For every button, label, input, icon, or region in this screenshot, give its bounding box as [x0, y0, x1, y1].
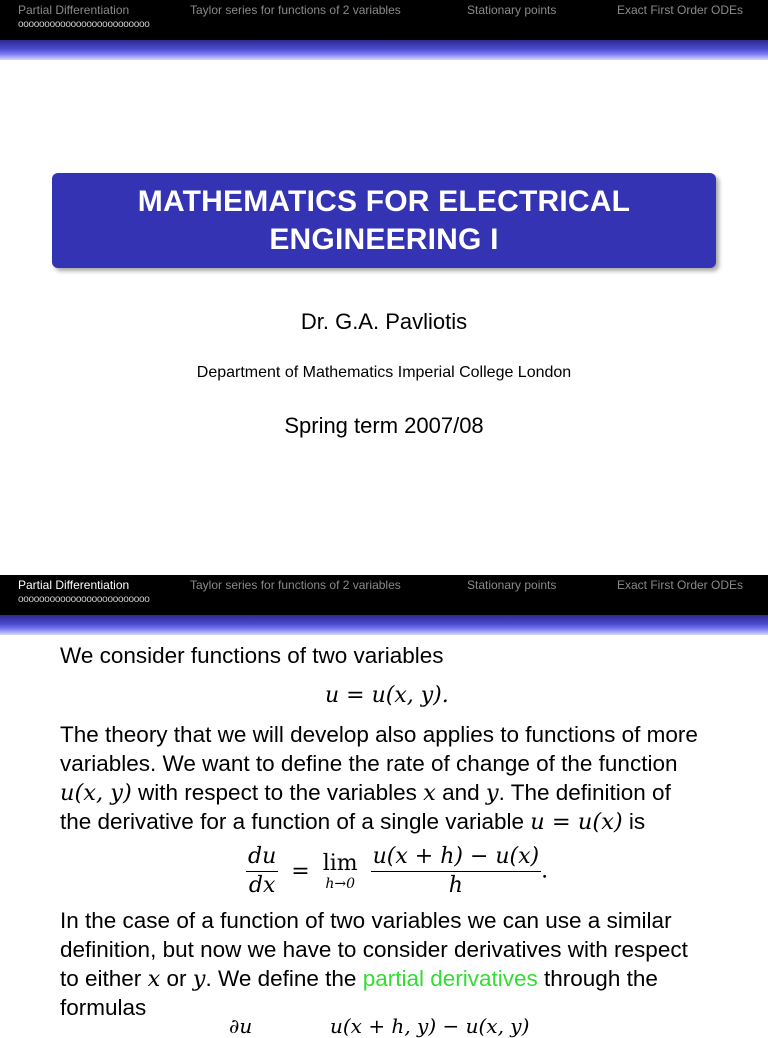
denominator: h: [448, 873, 463, 898]
text-line: [60, 966, 658, 992]
text-line: [60, 780, 671, 806]
text-line: definition, but now we have to consider derivatives with respect: [60, 937, 688, 962]
title-box: [52, 173, 716, 268]
nav-section-stationary-points[interactable]: Stationary points: [467, 578, 557, 592]
nav-section-exact-odes[interactable]: Exact First Order ODEs: [617, 3, 744, 17]
nav-section-partial-differentiation[interactable]: Partial Differentiation: [18, 3, 130, 17]
text-line: variables. We want to define the rate of change of the function: [60, 751, 678, 776]
navigation-bar: [0, 0, 768, 40]
fraction-du-dx: [246, 843, 278, 900]
author: Dr. G.A. Pavliotis: [300, 309, 468, 334]
nav-section-exact-odes[interactable]: Exact First Order ODEs: [617, 578, 744, 592]
nav-section-taylor-series[interactable]: Taylor series for functions of 2 variables: [190, 578, 401, 592]
equals-sign: =: [291, 858, 310, 884]
nav-section-taylor-series[interactable]: Taylor series for functions of 2 variables: [190, 3, 401, 17]
derivative-definition-equation: [246, 843, 548, 900]
limit-operator: [323, 852, 358, 892]
numerator: u(x + h) − u(x): [371, 843, 542, 872]
difference-quotient: [371, 843, 542, 900]
text-fragment: through the: [537, 966, 658, 991]
numerator: du: [246, 843, 278, 872]
math-x: x: [147, 966, 161, 992]
text-line: In the case of a function of two variables we can use a similar: [60, 908, 672, 933]
text-line: The theory that we will develop also applies to functions of more: [60, 722, 698, 747]
slide-progress-dots[interactable]: ooooooooooooooooooooooooo: [18, 19, 150, 30]
text-fragment: to either: [60, 966, 148, 991]
math-x: x: [423, 780, 436, 806]
presentation-title-line-2: ENGINEERING I: [269, 222, 499, 256]
text-fragment: . We define the: [205, 966, 363, 991]
math-y: y: [485, 780, 499, 806]
lim-text: lim: [322, 850, 358, 876]
navigation-bar: [0, 575, 768, 615]
math-y: y: [192, 966, 206, 992]
content-slide: [0, 575, 768, 1038]
lim-subscript: h→0: [325, 875, 355, 892]
slide-progress-dots[interactable]: ooooooooooooooooooooooooo: [18, 594, 150, 605]
partial-derivative-equation-cut: ∂u: [229, 1014, 253, 1038]
text-fragment: the derivative for a function of a single variable: [60, 809, 531, 834]
date: Spring term 2007/08: [284, 413, 484, 438]
denominator: dx: [248, 873, 276, 898]
nav-section-stationary-points[interactable]: Stationary points: [467, 3, 557, 17]
text-fragment: is: [622, 809, 646, 834]
institution: Department of Mathematics Imperial College London: [196, 364, 572, 381]
text-line: [60, 809, 645, 835]
period: .: [541, 858, 549, 884]
text-fragment: with respect to the variables: [131, 780, 424, 805]
nav-section-partial-differentiation[interactable]: Partial Differentiation: [18, 578, 130, 592]
text-line: We consider functions of two variables: [60, 643, 444, 668]
math-u-x: u = u(x): [530, 809, 623, 835]
text-line: formulas: [60, 995, 147, 1020]
text-fragment: and: [435, 780, 486, 805]
math-u-xy: u(x, y): [60, 780, 132, 806]
equation-u-of-xy: u = u(x, y).: [325, 683, 449, 708]
text-fragment: . The definition of: [498, 780, 671, 805]
header-gradient-band: [0, 615, 768, 635]
header-gradient-band: [0, 40, 768, 60]
partial-derivative-numerator-cut: u(x + h, y) − u(x, y): [330, 1014, 530, 1038]
highlighted-term-partial-derivatives: partial derivatives: [362, 966, 538, 991]
presentation-title-line-1: MATHEMATICS FOR ELECTRICAL: [137, 184, 631, 218]
text-fragment: or: [160, 966, 193, 991]
